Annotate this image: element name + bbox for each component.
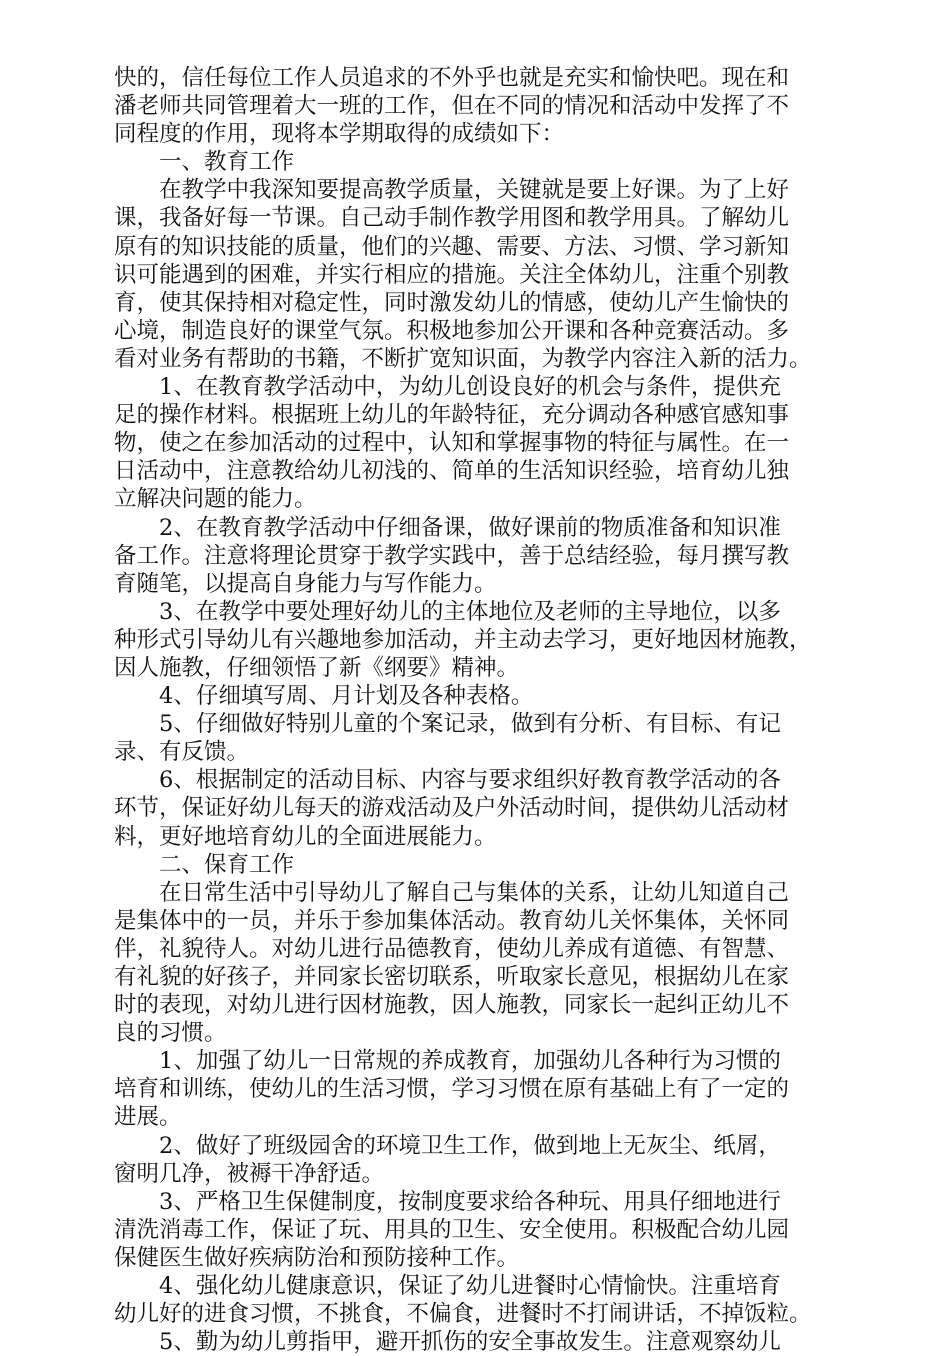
text-line: 5、勤为幼儿剪指甲，避开抓伤的安全事故发生。注意观察幼儿 xyxy=(114,1329,781,1356)
text-line: 一、教育工作 xyxy=(114,149,295,176)
text-line: 保健医生做好疾病防治和预防接种工作。 xyxy=(114,1244,520,1271)
text-line: 快的，信任每位工作人员追求的不外乎也就是充实和愉快吧。现在和 xyxy=(114,65,790,91)
text-line: 2、在教育教学活动中仔细备课，做好课前的物质准备和知识准 xyxy=(114,514,781,541)
text-line: 3、在教学中要处理好幼儿的主体地位及老师的主导地位，以多 xyxy=(114,598,781,625)
text-line: 是集体中的一员，并乐于参加集体活动。教育幼儿关怀集体，关怀同 xyxy=(114,907,790,934)
text-line: 培育和训练，使幼儿的生活习惯，学习习惯在原有基础上有了一定的 xyxy=(114,1076,790,1103)
text-line: 1、加强了幼儿一日常规的养成教育，加强幼儿各种行为习惯的 xyxy=(114,1048,781,1075)
text-line: 物，使之在参加活动的过程中，认知和掌握事物的特征与属性。在一 xyxy=(114,430,790,457)
text-line: 清洗消毒工作，保证了玩、用具的卫生、安全使用。积极配合幼儿园 xyxy=(114,1216,790,1243)
text-line: 原有的知识技能的质量，他们的兴趣、需要、方法、习惯、学习新知 xyxy=(114,233,790,260)
text-line: 窗明几净，被褥干净舒适。 xyxy=(114,1160,385,1187)
text-line: 种形式引导幼儿有兴趣地参加活动，并主动去学习，更好地因材施教， xyxy=(114,626,812,653)
text-line: 6、根据制定的活动目标、内容与要求组织好教育教学活动的各 xyxy=(114,767,781,794)
text-line: 3、严格卫生保健制度，按制度要求给各种玩、用具仔细地进行 xyxy=(114,1188,781,1215)
text-line: 因人施教，仔细领悟了新《纲要》精神。 xyxy=(114,654,520,681)
text-line: 4、强化幼儿健康意识，保证了幼儿进餐时心情愉快。注重培育 xyxy=(114,1273,781,1300)
text-line: 料，更好地培育幼儿的全面进展能力。 xyxy=(114,823,497,850)
text-line: 时的表现，对幼儿进行因材施教，因人施教，同家长一起纠正幼儿不 xyxy=(114,992,790,1019)
text-line: 备工作。注意将理论贯穿于教学实践中，善于总结经验，每月撰写教 xyxy=(114,542,790,569)
text-line: 潘老师共同管理着大一班的工作，但在不同的情况和活动中发挥了不 xyxy=(114,93,790,120)
text-line: 环节，保证好幼儿每天的游戏活动及户外活动时间，提供幼儿活动材 xyxy=(114,795,790,822)
text-line: 课，我备好每一节课。自己动手制作教学用图和教学用具。了解幼儿 xyxy=(114,205,790,232)
text-line: 良的习惯。 xyxy=(114,1020,227,1047)
text-line: 在日常生活中引导幼儿了解自己与集体的关系，让幼儿知道自己 xyxy=(114,879,790,906)
text-line: 进展。 xyxy=(114,1104,182,1131)
text-line: 幼儿好的进食习惯，不挑食，不偏食，进餐时不打闹讲话，不掉饭粒。 xyxy=(114,1301,812,1328)
text-line: 在教学中我深知要提高教学质量，关键就是要上好课。为了上好 xyxy=(114,177,790,204)
text-line: 4、仔细填写周、月计划及各种表格。 xyxy=(114,683,534,710)
text-line: 日活动中，注意教给幼儿初浅的、简单的生活知识经验，培育幼儿独 xyxy=(114,458,790,485)
text-line: 1、在教育教学活动中，为幼儿创设良好的机会与条件，提供充 xyxy=(114,374,781,401)
document-page xyxy=(114,64,842,1356)
text-line: 育，使其保持相对稳定性，同时激发幼儿的情感，使幼儿产生愉快的 xyxy=(114,289,790,316)
text-line: 立解决问题的能力。 xyxy=(114,486,317,513)
text-line: 2、做好了班级园舍的环境卫生工作，做到地上无灰尘、纸屑， xyxy=(114,1132,781,1159)
text-line: 同程度的作用，现将本学期取得的成绩如下： xyxy=(114,121,565,148)
text-line: 伴，礼貌待人。对幼儿进行品德教育，使幼儿养成有道德、有智慧、 xyxy=(114,935,790,962)
text-line: 育随笔，以提高自身能力与写作能力。 xyxy=(114,570,497,597)
text-line: 有礼貌的好孩子，并同家长密切联系，听取家长意见，根据幼儿在家 xyxy=(114,964,790,990)
text-line: 心境，制造良好的课堂气氛。积极地参加公开课和各种竞赛活动。多 xyxy=(114,317,790,344)
text-line: 足的操作材料。根据班上幼儿的年龄特征，充分调动各种感官感知事 xyxy=(114,402,790,429)
text-line: 录、有反馈。 xyxy=(114,739,250,766)
text-line: 二、保育工作 xyxy=(114,851,295,878)
text-line: 5、仔细做好特别儿童的个案记录，做到有分析、有目标、有记 xyxy=(114,711,781,738)
text-line: 识可能遇到的困难，并实行相应的措施。关注全体幼儿，注重个别教 xyxy=(114,261,790,288)
text-line: 看对业务有帮助的书籍，不断扩宽知识面，为教学内容注入新的活力。 xyxy=(114,345,812,372)
